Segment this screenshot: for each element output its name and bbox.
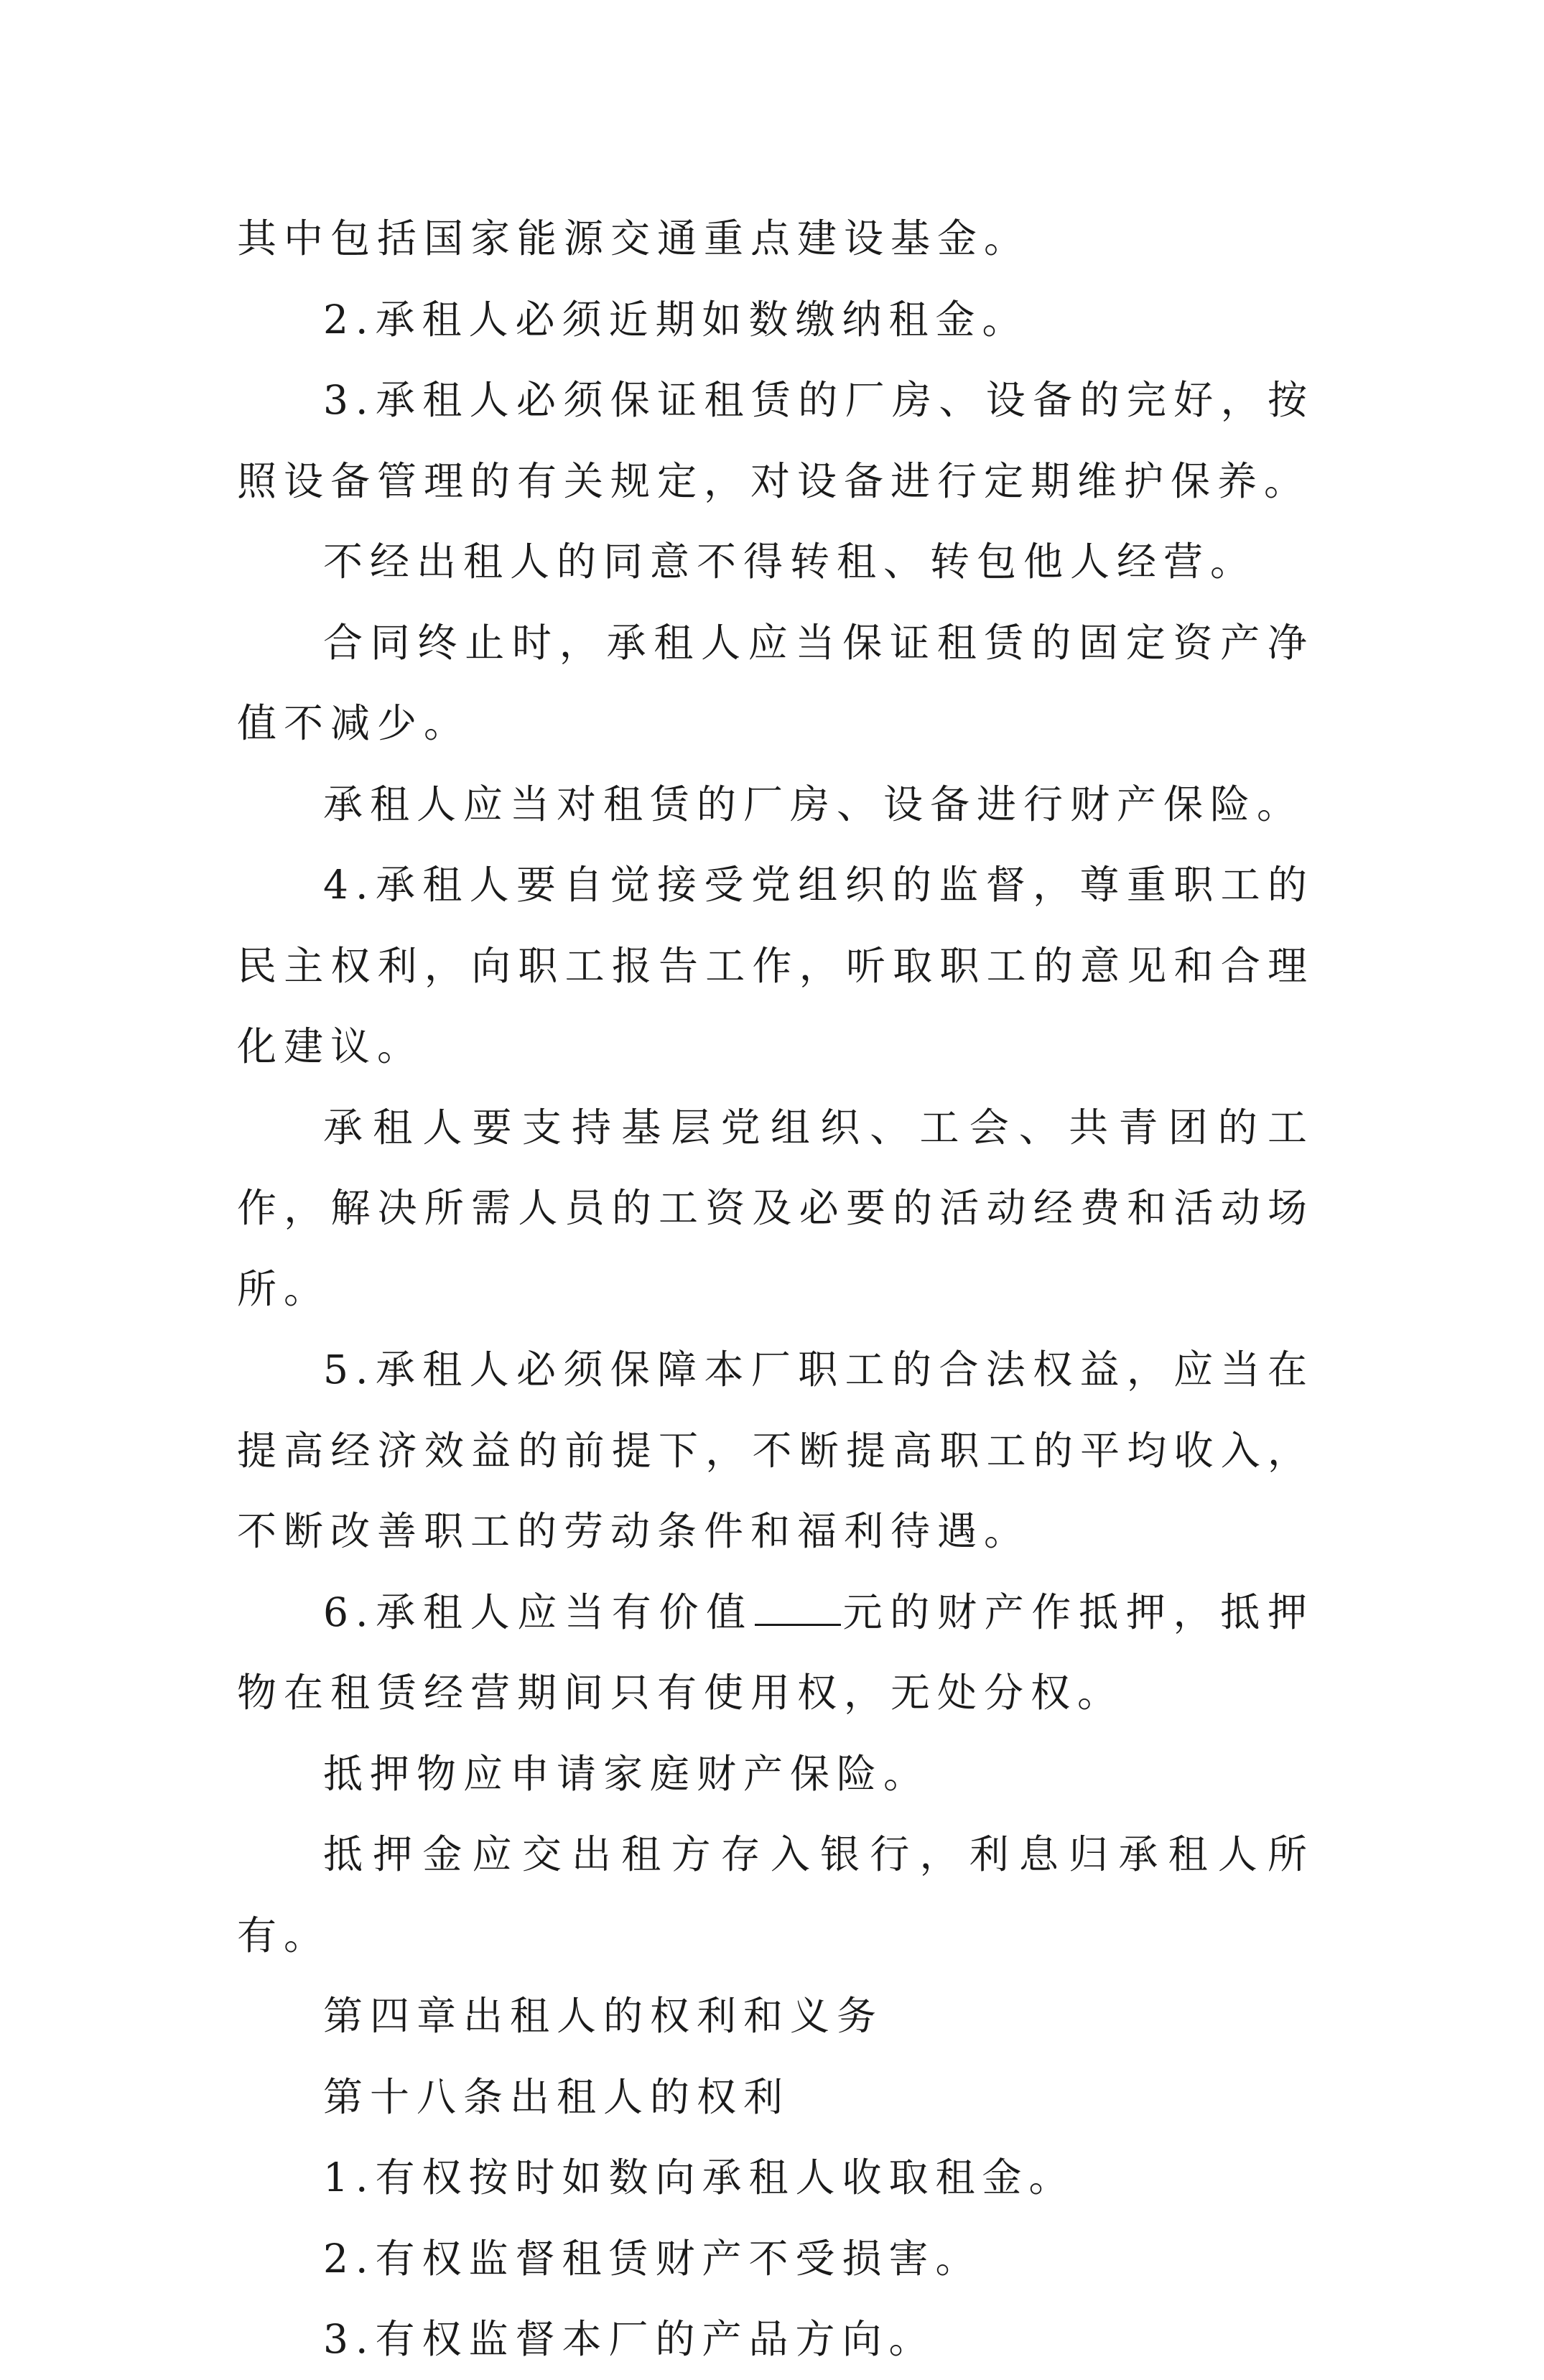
paragraph-support-organizations: 承租人要支持基层党组织、工会、共青团的工作，解决所需人员的工资及必要的活动经费和活动场所。: [237, 1104, 1314, 1312]
paragraph-item-6-before: 6.承租人应当有价值: [323, 1589, 753, 1635]
chapter-heading: 第四章出租人的权利和义务: [323, 1993, 884, 2039]
article-heading: 第十八条出租人的权利: [323, 2073, 791, 2120]
paragraph-deposit: 抵押金应交出租方存入银行，利息归承租人所有。: [237, 1831, 1314, 1958]
amount-blank-line: [755, 1586, 841, 1626]
paragraph-no-sublease: 不经出租人的同意不得转租、转包他人经营。: [323, 539, 1257, 585]
right-item-1: 1.有权按时如数向承租人收取租金。: [323, 2154, 1076, 2200]
paragraph-item-5: 5.承租人必须保障本厂职工的合法权益，应当在提高经济效益的前提下，不断提高职工的平均收入，不断改善职工的劳动条件和福利待遇。: [237, 1347, 1314, 1554]
paragraph-item-6-after: 元的财产作抵押，抵押物在租赁经营期间只有使用权，无处分权。: [237, 1589, 1314, 1716]
paragraph-item-6: [237, 1572, 1314, 1734]
paragraph-item-4: 4.承租人要自觉接受党组织的监督，尊重职工的民主权利，向职工报告工作，听取职工的意见和合理化建议。: [237, 862, 1314, 1069]
paragraph-item-3: 3.承租人必须保证租赁的厂房、设备的完好，按照设备管理的有关规定，对设备进行定期维护保养。: [237, 377, 1314, 504]
paragraph-property-insurance: 承租人应当对租赁的厂房、设备进行财产保险。: [323, 781, 1304, 827]
right-item-3: 3.有权监督本厂的产品方向。: [323, 2316, 936, 2362]
paragraph-collateral-insurance: 抵押物应申请家庭财产保险。: [323, 1750, 931, 1797]
right-item-2: 2.有权监督租赁财产不受损害。: [323, 2235, 982, 2282]
document-body: [237, 198, 1314, 2380]
paragraph-continuation: 其中包括国家能源交通重点建设基金。: [237, 215, 1031, 261]
paragraph-contract-termination: 合同终止时，承租人应当保证租赁的固定资产净值不减少。: [237, 619, 1314, 746]
paragraph-item-2: 2.承租人必须近期如数缴纳租金。: [323, 296, 1029, 343]
